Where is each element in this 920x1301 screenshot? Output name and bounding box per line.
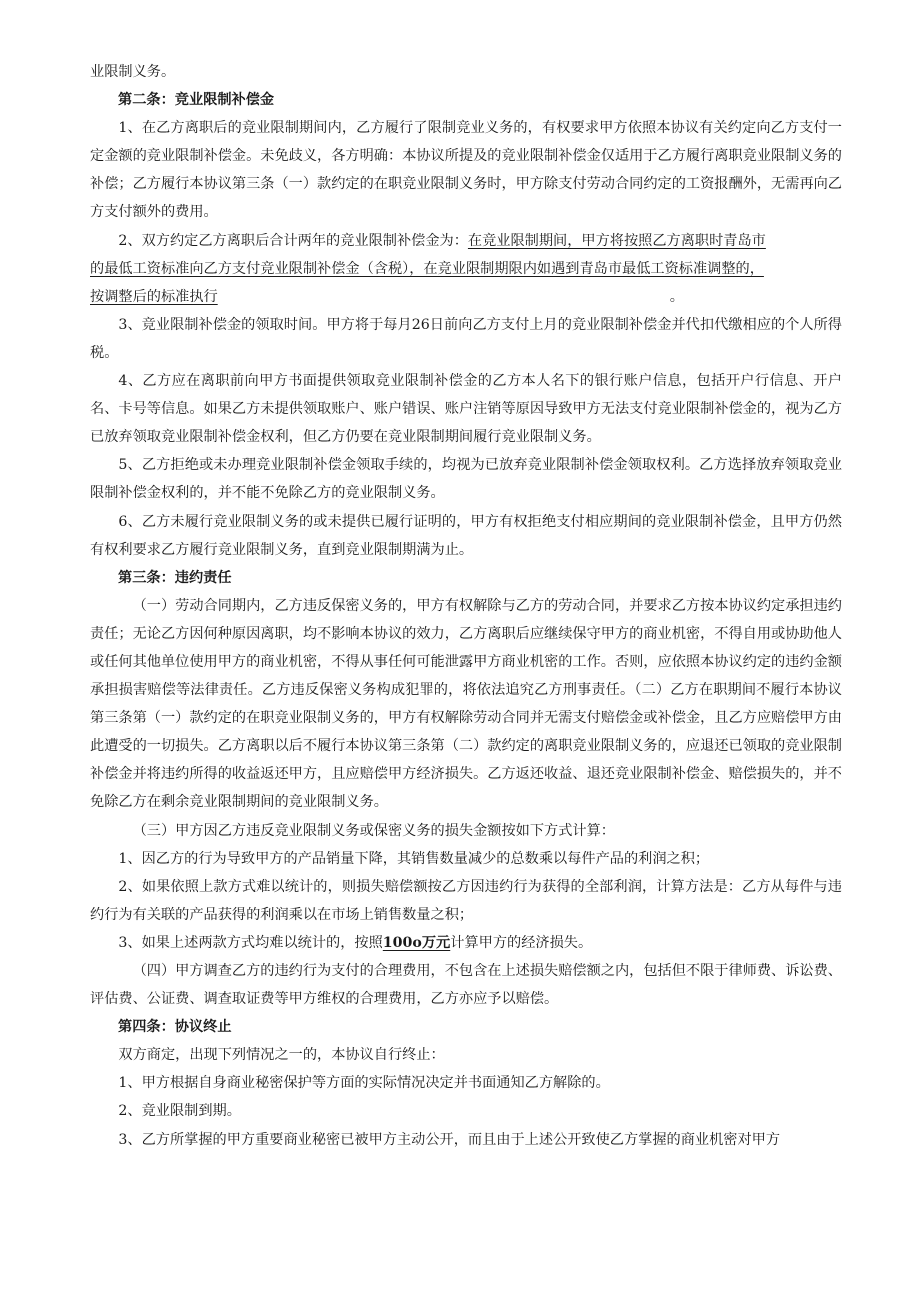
- paragraph-2-2: [90, 227, 842, 255]
- paragraph-2-5: 5、乙方拒绝或未办理竞业限制补偿金领取手续的，均视为已放弃竞业限制补偿金领取权利。乙方选择放弃领取竞业限制补偿金权利的，并不能不免除乙方的竞业限制义务。: [90, 457, 842, 502]
- section-heading-3: 第三条：违约责任: [118, 569, 232, 586]
- paragraph-4-0: 双方商定，出现下列情况之一的，本协议自行终止：: [118, 1047, 445, 1064]
- paragraph-continuation: 业限制义务。: [90, 64, 176, 80]
- document-page: [90, 58, 842, 1154]
- paragraph-2-2-cont-2: [90, 283, 842, 311]
- paragraph-3-4: （四）甲方调查乙方的违约行为支付的合理费用，不包含在上述损失赔偿额之内，包括但不限于律师费、诉讼费、评估费、公证费、调查取证费等甲方维权的合理费用，乙方亦应予以赔偿。: [90, 963, 842, 1008]
- paragraph-2-2-end: 。: [669, 288, 684, 305]
- paragraph-4-1: 1、甲方根据自身商业秘密保护等方面的实际情况决定并书面通知乙方解除的。: [118, 1075, 610, 1092]
- penalty-amount: 100o万元: [382, 934, 451, 951]
- paragraph-2-3: 3、竞业限制补偿金的领取时间。甲方将于每月26日前向乙方支付上月的竞业限制补偿金并代扣代缴相应的个人所得税。: [90, 316, 842, 361]
- underlined-clause-2: 的最低工资标准向乙方支付竞业限制补偿金（含税），在竞业限制期限内如遇到青岛市最低工资标准调整的，: [90, 260, 764, 277]
- paragraph-2-2-cont: [90, 255, 842, 283]
- paragraph-3-3-3-lead: 3、如果上述两款方式均难以统计的，按照: [118, 934, 383, 951]
- section-heading-2: 第二条：竞业限制补偿金: [118, 92, 275, 109]
- paragraph-3-3-3: [90, 929, 842, 957]
- paragraph-3-3: （三）甲方因乙方违反竞业限制义务或保密义务的损失金额按如下方式计算：: [132, 822, 615, 839]
- paragraph-4-2: 2、竞业限制到期。: [118, 1103, 241, 1120]
- paragraph-2-2-lead: 2、双方约定乙方离职后合计两年的竞业限制补偿金为：: [118, 232, 468, 249]
- paragraph-3-3-3-tail: 计算甲方的经济损失。: [450, 934, 593, 951]
- underlined-clause-1: 在竞业限制期间，甲方将按照乙方离职时青岛市: [467, 232, 766, 249]
- section-heading-4: 第四条：协议终止: [118, 1019, 232, 1036]
- paragraph-4-3: 3、乙方所掌握的甲方重要商业秘密已被甲方主动公开，而且由于上述公开致使乙方掌握的商业机密对甲方: [118, 1131, 781, 1148]
- underlined-clause-3: 按调整后的标准执行: [90, 288, 218, 305]
- paragraph-2-4: 4、乙方应在离职前向甲方书面提供领取竞业限制补偿金的乙方本人名下的银行账户信息，包括开户行信息、开户名、卡号等信息。如果乙方未提供领取账户、账户错误、账户注销等原因导致甲方无法支付竞业限制补偿金的，视为乙方已放弃领取竞业限制补偿金权利，但乙方仍要在竞业限制期间履行竞业限制义务。: [90, 373, 842, 446]
- paragraph-3-3-2: 2、如果依照上款方式难以统计的，则损失赔偿额按乙方因违约行为获得的全部利润，计算方法是：乙方从每件与违约行为有关联的产品获得的利润乘以在市场上销售数量之积；: [90, 878, 842, 923]
- paragraph-3-3-1: 1、因乙方的行为导致甲方的产品销量下降，其销售数量减少的总数乘以每件产品的利润之积；: [118, 850, 710, 867]
- paragraph-2-6: 6、乙方未履行竞业限制义务的或未提供已履行证明的，甲方有权拒绝支付相应期间的竞业限制补偿金，且甲方仍然有权利要求乙方履行竞业限制义务，直到竞业限制期满为止。: [90, 513, 842, 558]
- paragraph-3-1: （一）劳动合同期内，乙方违反保密义务的，甲方有权解除与乙方的劳动合同，并要求乙方按本协议约定承担违约责任；无论乙方因何种原因离职，均不影响本协议的效力，乙方离职后应继续保守甲方的商业机密，不得自用或协助他人或任何其他单位使用甲方的商业机密，不得从事任何可能泄露甲方商业机密的工作。否则，应依照本协议约定的违约金额承担损害赔偿等法律责任。乙方违反保密义务构成犯罪的，将依法追究乙方刑事责任。（二）乙方在职期间不履行本协议第三条第（一）款约定的在职竞业限制义务的，甲方有权解除劳动合同并无需支付赔偿金或补偿金，且乙方应赔偿甲方由此遭受的一切损失。乙方离职以后不履行本协议第三条第（二）款约定的离职竞业限制义务的，应退还已领取的竞业限制补偿金并将违约所得的收益返还甲方，且应赔偿甲方经济损失。乙方返还收益、退还竞业限制补偿金、赔偿损失的，并不免除乙方在剩余竞业限制期间的竞业限制义务。: [90, 597, 842, 811]
- paragraph-2-1: 1、在乙方离职后的竞业限制期间内，乙方履行了限制竞业义务的，有权要求甲方依照本协议有关约定向乙方支付一定金额的竞业限制补偿金。未免歧义，各方明确：本协议所提及的竞业限制补偿金仅适用于乙方履行离职竞业限制义务的补偿；乙方履行本协议第三条（一）款约定的在职竞业限制义务时，甲方除支付劳动合同约定的工资报酬外，无需再向乙方支付额外的费用。: [90, 120, 842, 221]
